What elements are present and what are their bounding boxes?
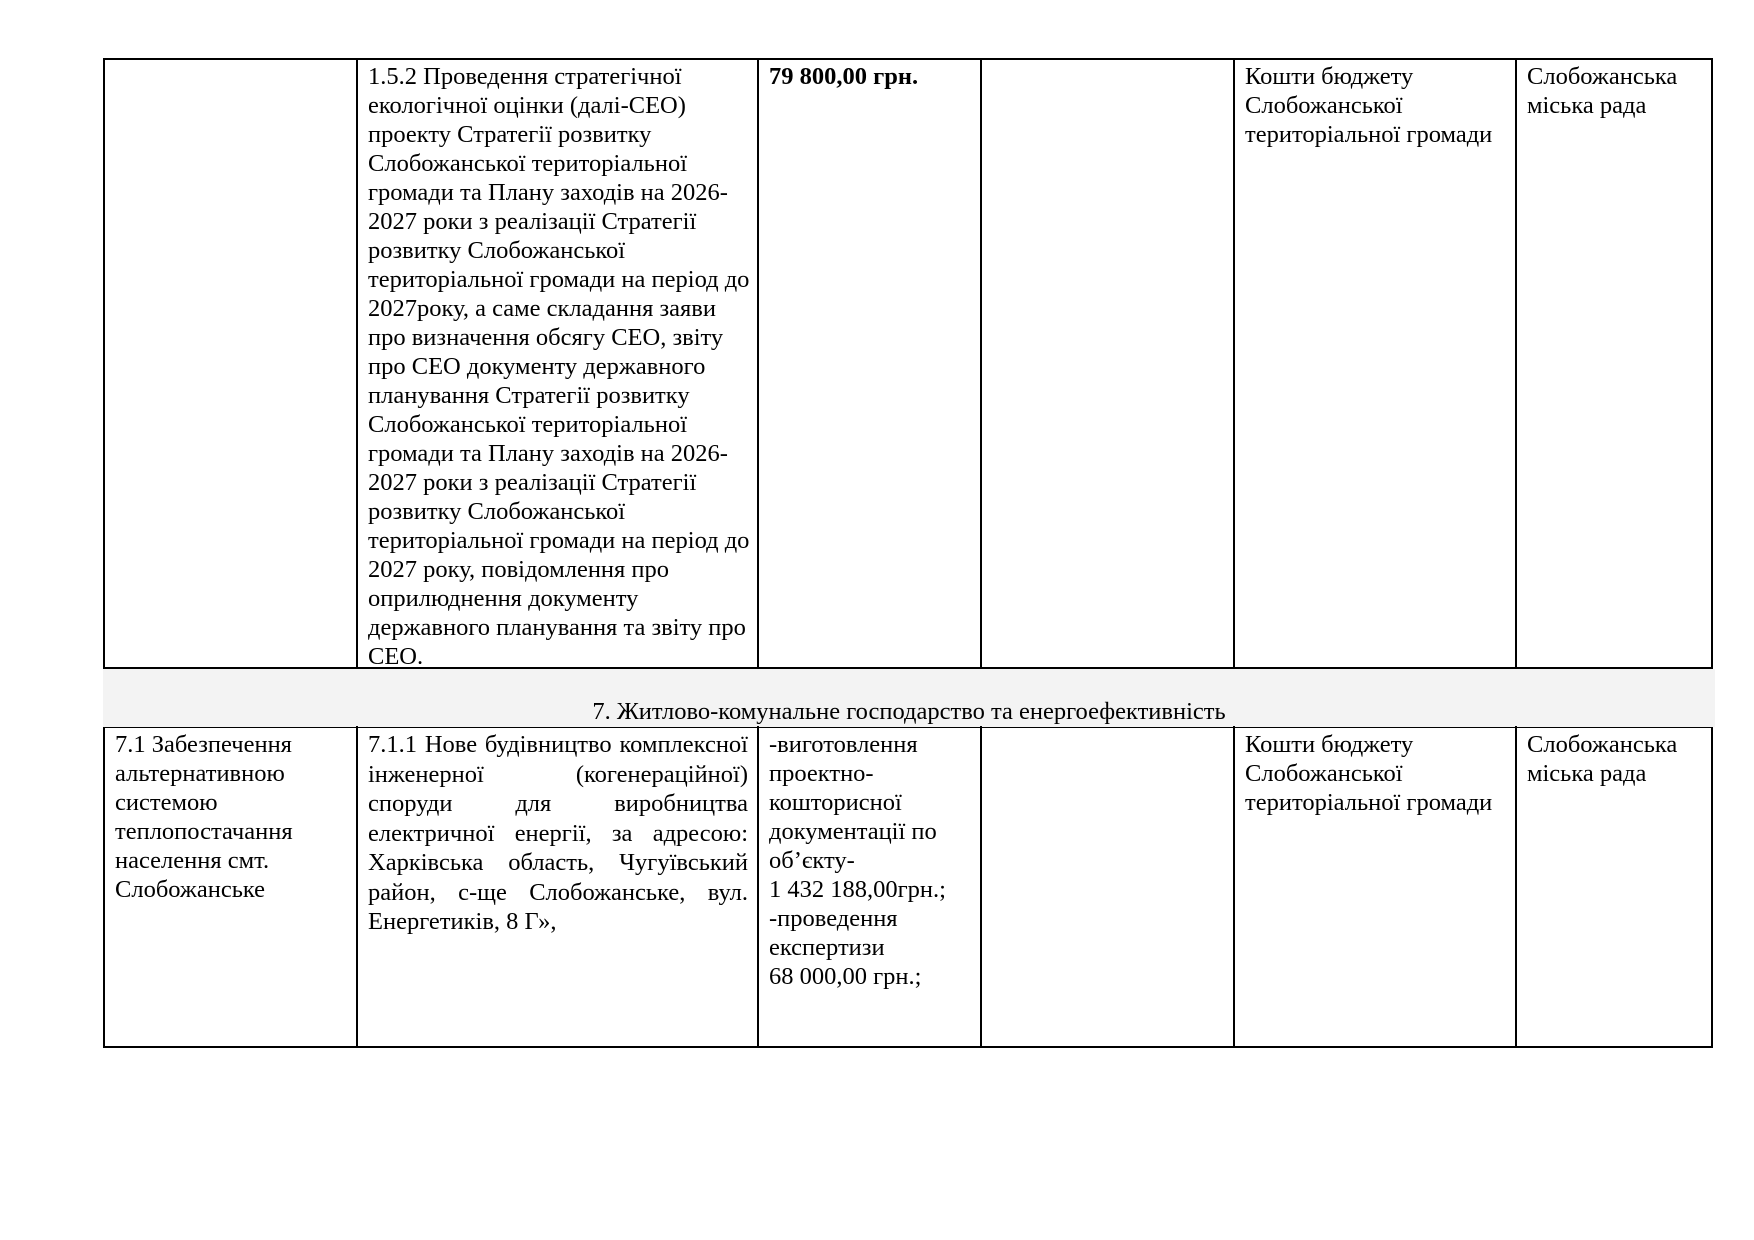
row2-source: Кошти бюджету Слобожанської територіальної громади bbox=[1245, 731, 1493, 816]
row1-executor: Слобожанська міська рада bbox=[1527, 63, 1678, 119]
amount-line: -проведення bbox=[769, 905, 898, 932]
col-divider-3 bbox=[980, 726, 982, 1048]
row2-amount bbox=[769, 730, 974, 991]
row2-executor: Слобожанська міська рада bbox=[1527, 731, 1678, 787]
amount-line: об’єкту- bbox=[769, 847, 855, 874]
col-divider-4 bbox=[1233, 58, 1235, 669]
row2-measure: 7.1 Забезпечення альтернативною системою теплопостачання населення смт. Слобожанське bbox=[115, 731, 293, 903]
border-bottom bbox=[103, 1046, 1713, 1048]
amount-line: 68 000,00 грн.; bbox=[769, 963, 922, 990]
section-title: 7. Житлово-комунальне господарство та енергоефективність bbox=[592, 698, 1226, 725]
border-top bbox=[103, 58, 1713, 60]
amount-line: кошторисної bbox=[769, 789, 902, 816]
col-divider-1 bbox=[356, 58, 358, 669]
border-right bbox=[1711, 58, 1713, 1048]
row1-source: Кошти бюджету Слобожанської територіальної громади bbox=[1245, 63, 1493, 148]
amount-line: документації по bbox=[769, 818, 937, 845]
col-divider-1 bbox=[356, 726, 358, 1048]
amount-line: 1 432 188,00грн.; bbox=[769, 876, 946, 903]
col-divider-5 bbox=[1515, 58, 1517, 669]
col-divider-2 bbox=[757, 58, 759, 669]
col-divider-3 bbox=[980, 58, 982, 669]
row1-amount: 79 800,00 грн. bbox=[769, 63, 919, 90]
amount-line: -виготовлення bbox=[769, 731, 918, 758]
col-divider-4 bbox=[1233, 726, 1235, 1048]
amount-line: проектно- bbox=[769, 760, 874, 787]
border-left bbox=[103, 58, 105, 1048]
amount-line: експертизи bbox=[769, 934, 885, 961]
col-divider-2 bbox=[757, 726, 759, 1048]
row1-activity: 1.5.2 Проведення стратегічної екологічної оцінки (далі-СЕО) проекту Стратегії розвитку Слобожанської територіальної громади та Плану заходів на 2026-2027 роки з реалізації Стратегії розвитку Слобожанської територіальної громади на період до 2027року, а саме складання заяви про визначення обсягу СЕО, звіту про СЕО документу державного планування Стратегії розвитку Слобожанської територіальної громади та Плану заходів на 2026-2027 роки з реалізації Стратегії розвитку Слобожанської територіальної громади на період до 2027 року, повідомлення про оприлюднення документу державного планування та звіту про СЕО. bbox=[368, 63, 750, 670]
row2-activity: 7.1.1 Нове будівництво комплексної інженерної (когенераційної) споруди для виробництва електричної енергії, за адресою: Харківська область, Чугуївський район, с-ще Слобожанське, вул. Енергетиків, 8 Г», bbox=[368, 731, 748, 935]
col-divider-5 bbox=[1515, 726, 1517, 1048]
